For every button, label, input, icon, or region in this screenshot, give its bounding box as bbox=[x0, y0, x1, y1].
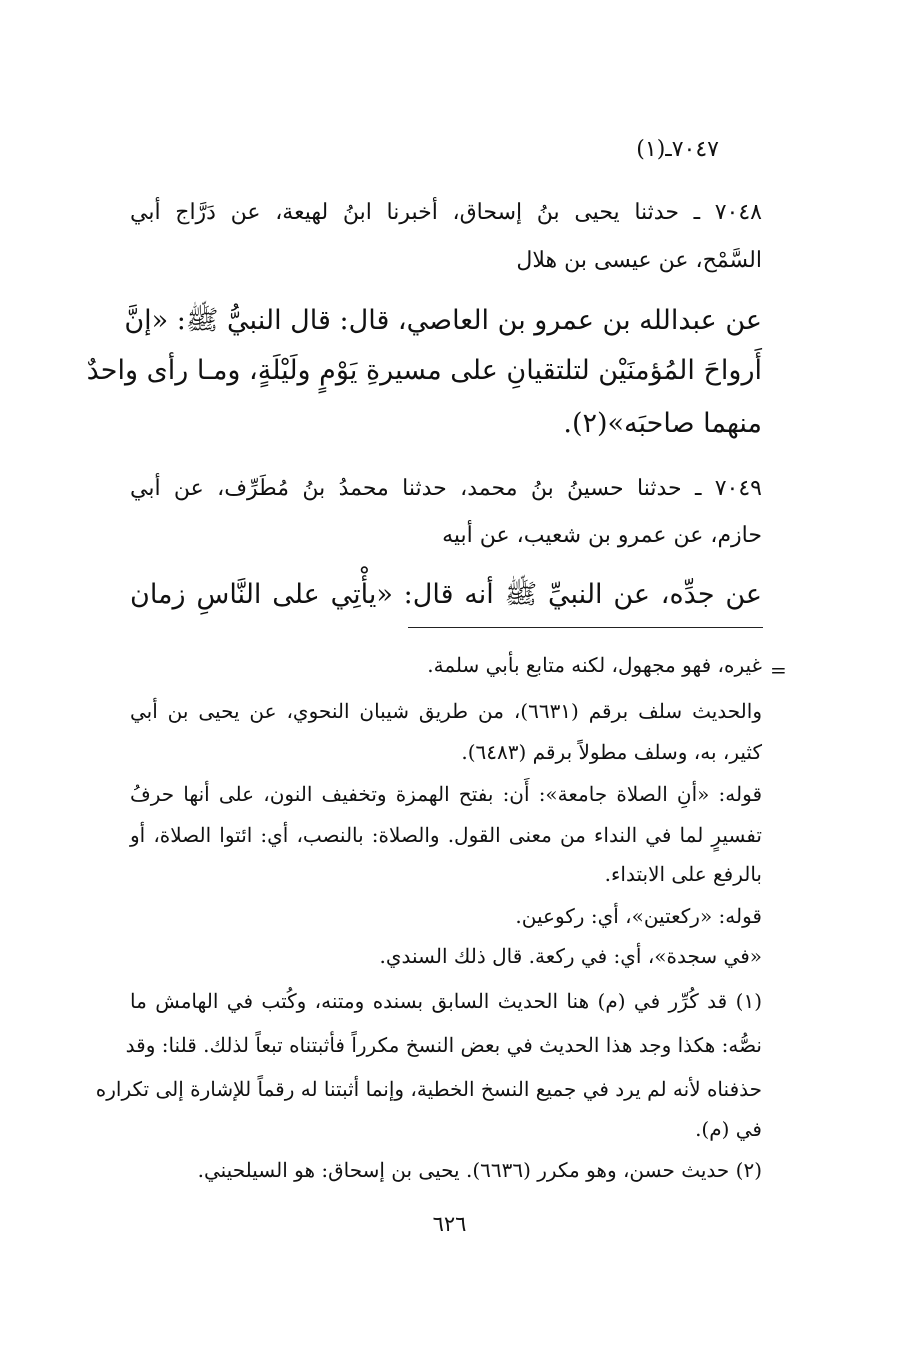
hadith-7049-matn-line-1: عن جدِّه، عن النبيِّ ﷺ أنه قال: «يأْتِي على النَّاسِ زمان bbox=[130, 579, 762, 610]
commentary-line-2: والحديث سلف برقم (٦٦٣١)، من طريق شيبان النحوي، عن يحيى بن أبي bbox=[130, 699, 762, 723]
hadith-7048-matn-line-2: أَرواحَ المُؤمنَيْن لتلتقيانِ على مسيرةِ يَوْمٍ ولَيْلَةٍ، ومـا رأى واحدٌ bbox=[86, 355, 762, 386]
hadith-7048-matn-line-1: عن عبدالله بن عمرو بن العاصي، قال: قال النبيُّ ﷺ: «إنَّ bbox=[124, 305, 762, 336]
commentary-line-5: تفسيرٍ لما في النداء من معنى القول. والصلاة: بالنصب، أي: ائتوا الصلاة، أو bbox=[130, 823, 762, 847]
footnote-1-line-2: نصُّه: هكذا وجد هذا الحديث في بعض النسخ مكرراً فأثبتناه تبعاً لذلك. قلنا: وقد bbox=[125, 1033, 762, 1057]
hadith-7048-matn-line-3: منهما صاحبَه»(٢). bbox=[563, 408, 762, 439]
commentary-line-7: قوله: «ركعتين»، أي: ركوعين. bbox=[515, 904, 762, 928]
footnote-1-line-1: (١) قد كُرِّر في (م) هنا الحديث السابق بسنده ومتنه، وكُتب في الهامش ما bbox=[130, 989, 762, 1013]
section-reference: ٧٠٤٧ـ(١) bbox=[636, 137, 719, 162]
footnote-1-line-3: حذفناه لأنه لم يرد في جميع النسخ الخطية، وإنما أثبتنا له رقماً للإشارة إلى تكراره bbox=[95, 1077, 762, 1101]
continuation-mark: = bbox=[770, 658, 787, 682]
hadith-7049-isnad-line-1: ٧٠٤٩ ـ حدثنا حسينُ بنُ محمد، حدثنا محمدُ بنُ مُطَرِّف، عن أبي bbox=[130, 476, 762, 501]
footnote-1-line-4: في (م). bbox=[695, 1117, 762, 1141]
page-number: ٦٢٦ bbox=[432, 1212, 467, 1236]
footnote-separator bbox=[408, 627, 763, 628]
commentary-line-4: قوله: «أنِ الصلاة جامعة»: أَن: بفتح الهمزة وتخفيف النون، على أنها حرفُ bbox=[130, 782, 762, 806]
hadith-7048-isnad-line-1: ٧٠٤٨ ـ حدثنا يحيى بنُ إسحاق، أخبرنا ابنُ لهيعة، عن دَرَّاج أبي bbox=[130, 200, 762, 225]
hadith-7048-isnad-line-2: السَّمْح، عن عيسى بن هلال bbox=[516, 248, 762, 273]
commentary-line-1: غيره، فهو مجهول، لكنه متابع بأبي سلمة. bbox=[427, 653, 762, 677]
footnote-2-line-1: (٢) حديث حسن، وهو مكرر (٦٦٣٦). يحيى بن إسحاق: هو السيلحيني. bbox=[197, 1158, 762, 1182]
commentary-line-6: بالرفع على الابتداء. bbox=[604, 862, 762, 886]
commentary-line-8: «في سجدة»، أي: في ركعة. قال ذلك السندي. bbox=[379, 944, 762, 968]
commentary-line-3: كثير، به، وسلف مطولاً برقم (٦٤٨٣). bbox=[461, 740, 762, 764]
hadith-7049-isnad-line-2: حازم، عن عمرو بن شعيب، عن أبيه bbox=[442, 523, 762, 548]
